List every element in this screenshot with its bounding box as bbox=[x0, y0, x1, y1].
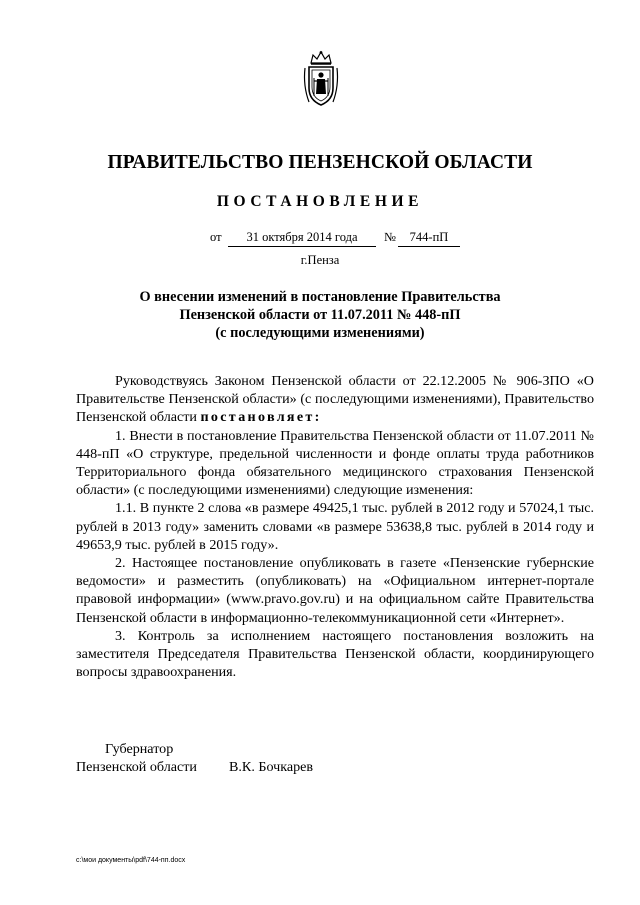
coat-of-arms-icon bbox=[299, 50, 343, 108]
file-path-footer: c:\мои документы\pdf\744-пп.docx bbox=[76, 857, 186, 864]
date-prefix: от bbox=[210, 230, 222, 244]
document-date: 31 октября 2014 года bbox=[228, 230, 376, 247]
decree-word: постановляет: bbox=[200, 409, 322, 426]
subject-line: Пензенской области от 11.07.2011 № 448-пП bbox=[179, 307, 461, 323]
document-type: ПОСТАНОВЛЕНИЕ bbox=[216, 193, 424, 210]
city: г.Пенза bbox=[300, 253, 340, 267]
document-body bbox=[76, 372, 594, 681]
signatory-region: Пензенской области bbox=[76, 759, 197, 776]
signatory-title: Губернатор bbox=[105, 741, 174, 757]
organization-title: ПРАВИТЕЛЬСТВО ПЕНЗЕНСКОЙ ОБЛАСТИ bbox=[107, 152, 533, 173]
body-paragraph bbox=[76, 372, 594, 427]
number-prefix: № bbox=[384, 230, 396, 244]
signature-block bbox=[76, 740, 314, 777]
subject-line: (с последующими изменениями) bbox=[215, 325, 425, 341]
body-paragraph: 3. Контроль за исполнением настоящего постановления возложить на заместителя Председателя Правительства Пензенской области, координирующего вопросы здравоохранения. bbox=[76, 627, 594, 681]
signatory-name: В.К. Бочкарев bbox=[229, 759, 314, 776]
preamble-text: Руководствуясь Законом Пензенской области от 22.12.2005 № 906-ЗПО «О Правительстве Пензенской области» (с последующими изменениями), Правительство Пензенской области bbox=[76, 373, 594, 426]
body-paragraph: 1.1. В пункте 2 слова «в размере 49425,1 тыс. рублей в 2012 году и 57024,1 тыс. рублей в 2013 году» заменить словами «в размере 53638,8 тыс. рублей в 2014 году и 49653,9 тыс. рублей в 2015 году». bbox=[76, 500, 594, 553]
body-paragraph: 2. Настоящее постановление опубликовать в газете «Пензенские губернские ведомости» и разместить (опубликовать) на «Официальном интернет-портале правовой информации» (www.pravo.gov.ru) и на официальном сайте Правительства Пензенской области в информационно-телекоммуникационной сети «Интернет». bbox=[76, 555, 594, 626]
body-paragraph: 1. Внести в постановление Правительства Пензенской области от 11.07.2011 № 448-пП «О структуре, предельной численности и фонде оплаты труда работников Территориального фонда обязательного медицинского страхования Пензенской области» (с последующими изменениями) следующие изменения: bbox=[76, 427, 594, 499]
document-number: 744-пП bbox=[398, 230, 460, 247]
document-subject bbox=[0, 288, 640, 342]
subject-line: О внесении изменений в постановление Правительства bbox=[139, 289, 501, 305]
